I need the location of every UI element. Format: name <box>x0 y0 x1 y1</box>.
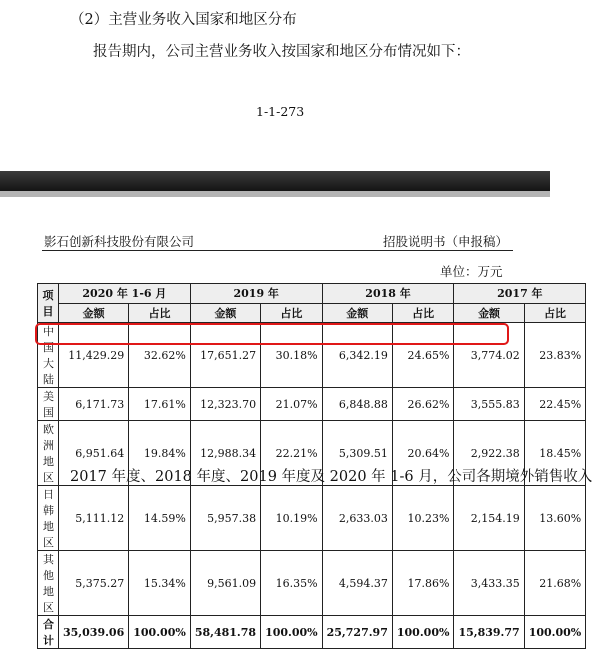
amount-cell: 4,594.37 <box>322 551 392 616</box>
amount-cell: 12,323.70 <box>190 388 260 421</box>
company-name: 影石创新科技股份有限公司 <box>44 234 195 249</box>
amount-cell: 6,342.19 <box>322 323 392 388</box>
ratio-cell: 19.84% <box>129 421 191 486</box>
total-label: 合计 <box>38 616 59 649</box>
ratio-cell: 10.23% <box>392 486 454 551</box>
amount-cell: 6,171.73 <box>59 388 129 421</box>
ratio-cell: 100.00% <box>392 616 454 649</box>
document-title: 招股说明书（申报稿） <box>383 234 509 249</box>
ratio-cell: 24.65% <box>392 323 454 388</box>
header-ratio: 占比 <box>129 303 191 323</box>
ratio-cell: 32.62% <box>129 323 191 388</box>
region-name: 欧洲地区 <box>38 421 59 486</box>
header-item: 项目 <box>38 284 59 323</box>
total-row <box>38 616 586 649</box>
amount-cell: 5,957.38 <box>190 486 260 551</box>
ratio-cell: 23.83% <box>524 323 586 388</box>
amount-cell: 5,111.12 <box>59 486 129 551</box>
ratio-cell: 100.00% <box>129 616 191 649</box>
header-ratio: 占比 <box>524 303 586 323</box>
page-number: 1-1-273 <box>256 104 305 119</box>
ratio-cell: 15.34% <box>129 551 191 616</box>
amount-cell: 6,951.64 <box>59 421 129 486</box>
ratio-cell: 17.61% <box>129 388 191 421</box>
ratio-cell: 100.00% <box>261 616 323 649</box>
amount-cell: 58,481.78 <box>190 616 260 649</box>
header-amount: 金额 <box>190 303 260 323</box>
header-ratio: 占比 <box>261 303 323 323</box>
amount-cell: 9,561.09 <box>190 551 260 616</box>
unit-label: 单位：万元 <box>440 264 503 279</box>
region-name: 日韩地区 <box>38 486 59 551</box>
ratio-cell: 17.86% <box>392 551 454 616</box>
amount-cell: 5,375.27 <box>59 551 129 616</box>
ratio-cell: 30.18% <box>261 323 323 388</box>
region-name: 其他地区 <box>38 551 59 616</box>
table-row <box>38 486 586 551</box>
ratio-cell: 10.19% <box>261 486 323 551</box>
ratio-cell: 21.07% <box>261 388 323 421</box>
ratio-cell: 16.35% <box>261 551 323 616</box>
page-separator-shadow <box>0 191 550 197</box>
ratio-cell: 14.59% <box>129 486 191 551</box>
amount-cell: 35,039.06 <box>59 616 129 649</box>
row-highlight-box <box>35 323 509 345</box>
amount-cell: 2,922.38 <box>454 421 524 486</box>
header-period: 2019 年 <box>190 284 322 304</box>
ratio-cell: 18.45% <box>524 421 586 486</box>
amount-cell: 2,633.03 <box>322 486 392 551</box>
region-name: 中国大陆 <box>38 323 59 388</box>
region-name: 美国 <box>38 388 59 421</box>
amount-cell: 3,555.83 <box>454 388 524 421</box>
header-amount: 金额 <box>59 303 129 323</box>
header-period: 2020 年 1-6 月 <box>59 284 191 304</box>
section-heading: （2）主营业务收入国家和地区分布 <box>70 12 297 28</box>
ratio-cell: 26.62% <box>392 388 454 421</box>
amount-cell: 11,429.29 <box>59 323 129 388</box>
amount-cell: 6,848.88 <box>322 388 392 421</box>
header-amount: 金额 <box>322 303 392 323</box>
header-ratio: 占比 <box>392 303 454 323</box>
body-paragraph: 2017 年度、2018 年度、2019 年度及 2020 年 1-6 月，公司各期境外销售收入 <box>70 469 592 485</box>
amount-cell: 17,651.27 <box>190 323 260 388</box>
amount-cell: 12,988.34 <box>190 421 260 486</box>
header-period: 2018 年 <box>322 284 454 304</box>
amount-cell: 3,433.35 <box>454 551 524 616</box>
amount-cell: 3,774.02 <box>454 323 524 388</box>
ratio-cell: 100.00% <box>524 616 586 649</box>
header-amount: 金额 <box>454 303 524 323</box>
page-separator <box>0 171 550 191</box>
intro-sentence: 报告期内，公司主营业务收入按国家和地区分布情况如下： <box>93 44 470 60</box>
ratio-cell: 21.68% <box>524 551 586 616</box>
table-row <box>38 551 586 616</box>
header-rule <box>42 250 513 251</box>
header-period: 2017 年 <box>454 284 586 304</box>
amount-cell: 2,154.19 <box>454 486 524 551</box>
ratio-cell: 20.64% <box>392 421 454 486</box>
amount-cell: 5,309.51 <box>322 421 392 486</box>
amount-cell: 15,839.77 <box>454 616 524 649</box>
table-row <box>38 388 586 421</box>
amount-cell: 25,727.97 <box>322 616 392 649</box>
ratio-cell: 22.45% <box>524 388 586 421</box>
ratio-cell: 13.60% <box>524 486 586 551</box>
ratio-cell: 22.21% <box>261 421 323 486</box>
